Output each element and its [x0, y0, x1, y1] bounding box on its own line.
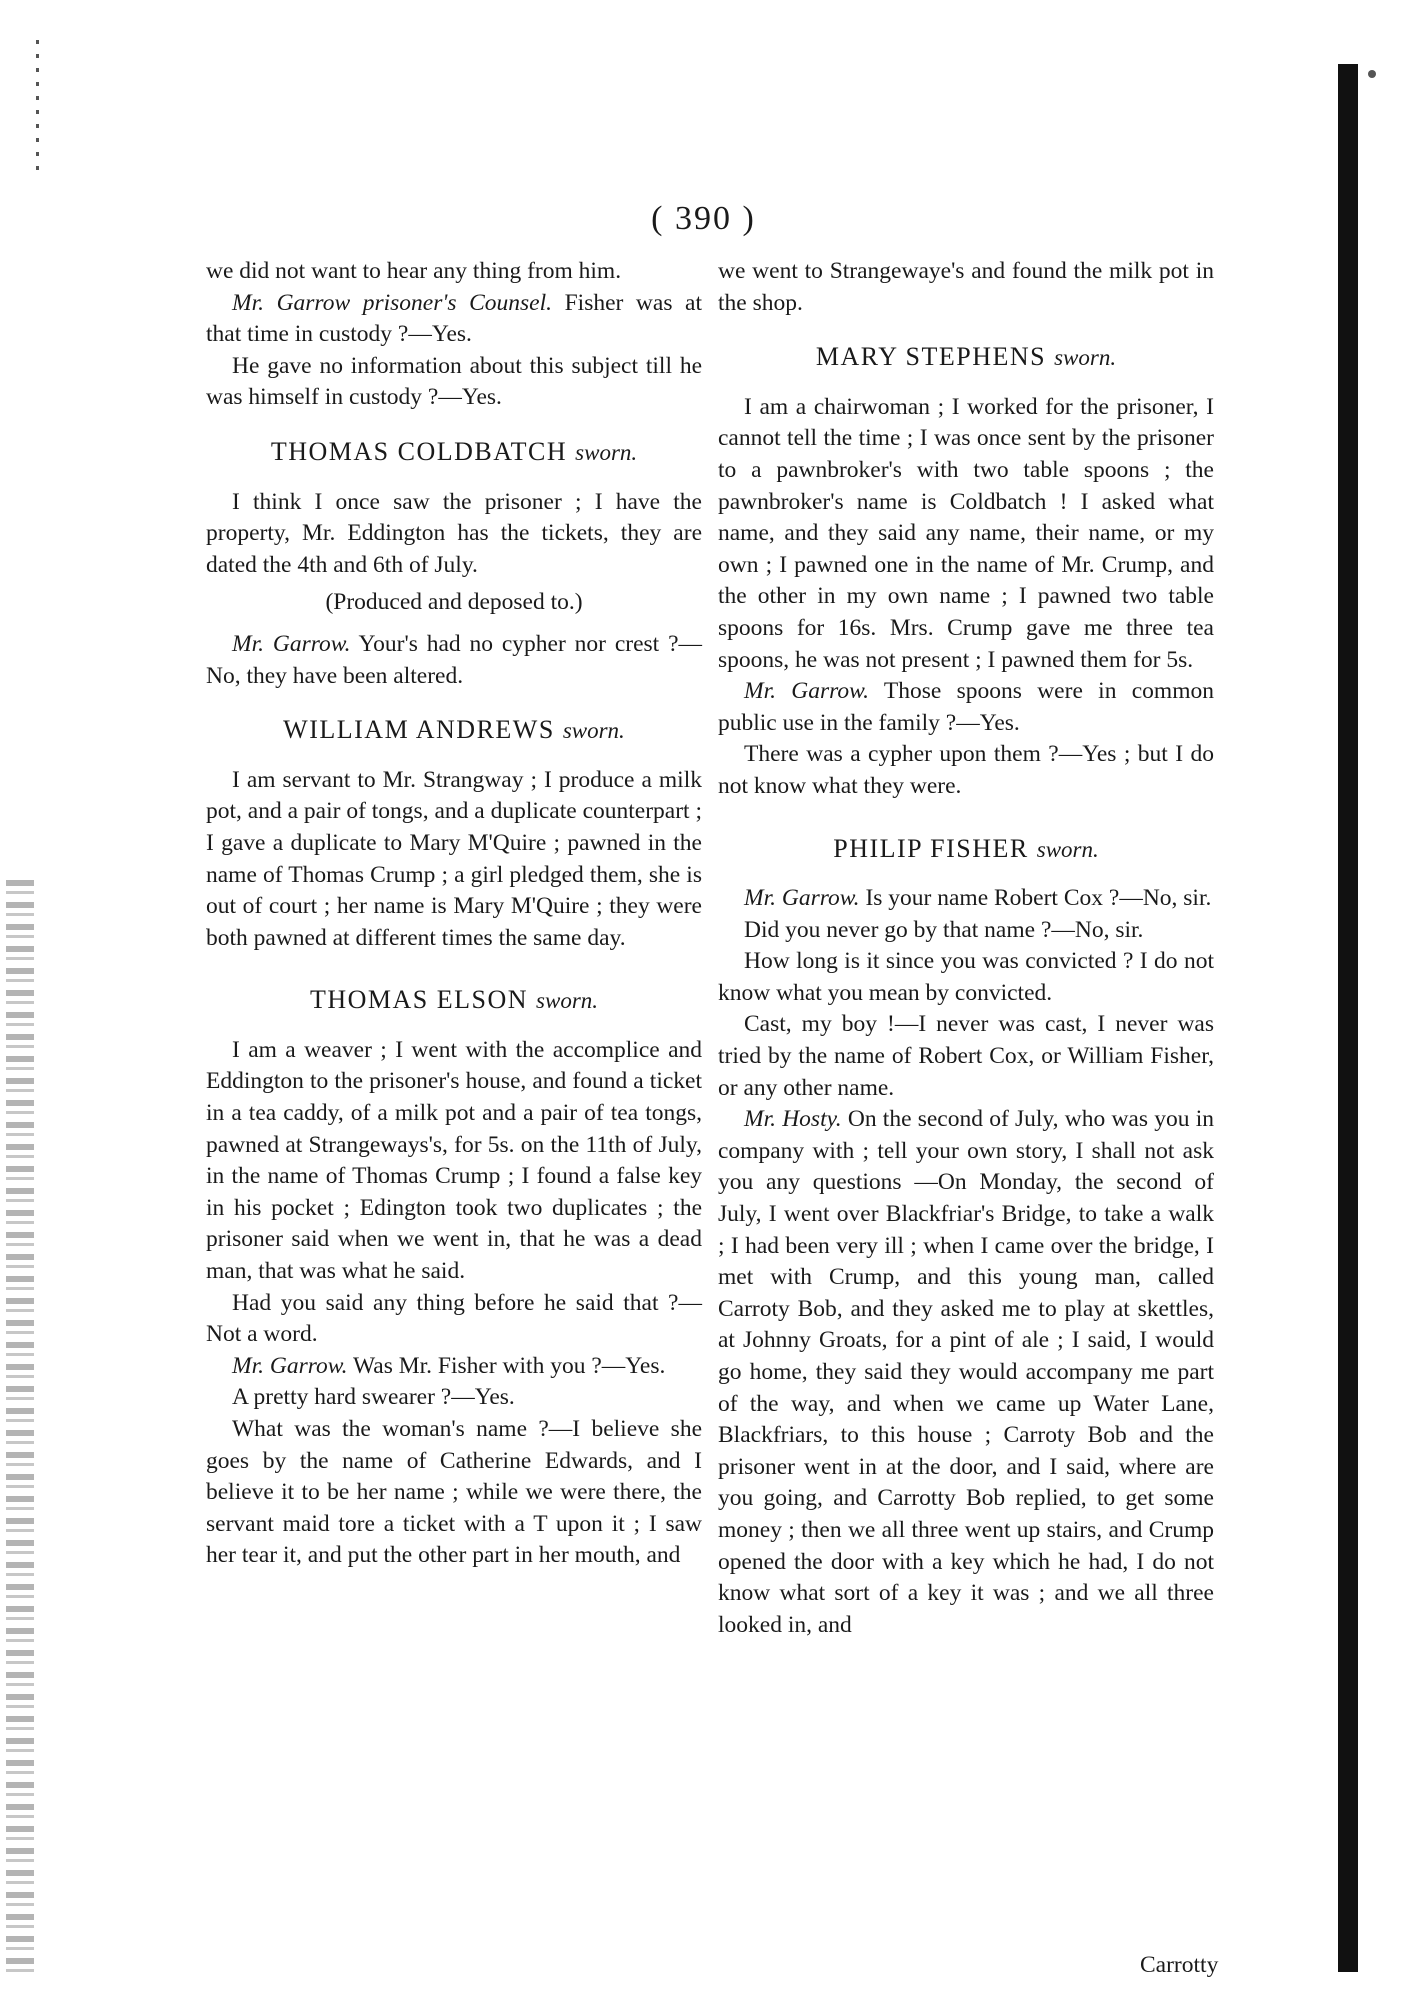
right-column: [718, 256, 1214, 1641]
paragraph: [718, 676, 1214, 739]
witness-heading: [718, 833, 1214, 866]
paragraph: I am servant to Mr. Strangway ; I produce a milk pot, and a pair of tongs, and a duplicate counterpart ; I gave a duplicate to Mary M'Quire ; pawned in the name of Thomas Crump ; a girl pledged them, she is out of court ; her name is Mary M'Quire ; they were both pawned at different times the same day.: [206, 766, 702, 951]
left-column: [206, 256, 702, 1572]
paragraph-text: Was Mr. Fisher with you ?—Yes.: [347, 1352, 666, 1379]
right-binding-bar: [1338, 64, 1358, 1972]
witness-heading: [206, 436, 702, 469]
paragraph: we did not want to hear any thing from him.: [206, 258, 622, 284]
paragraph: we went to Strangewaye's and found the milk pot in the shop.: [718, 258, 1214, 316]
witness-heading: [718, 341, 1214, 374]
witness-name: WILLIAM ANDREWS: [283, 715, 555, 745]
speaker-name: Mr. Garrow prisoner's Counsel.: [232, 289, 553, 316]
paragraph: Cast, my boy !—I never was cast, I never was tried by the name of Robert Cox, or William Fisher, or any other name.: [718, 1011, 1214, 1101]
paragraph-text: Your's had no cypher nor crest ?—No, they have been altered.: [206, 630, 702, 689]
witness-name: THOMAS COLDBATCH: [270, 436, 568, 466]
paragraph: There was a cypher upon them ?—Yes ; but I do not know what they were.: [718, 741, 1214, 799]
paragraph: [206, 288, 702, 351]
sworn-label: sworn.: [1036, 836, 1099, 862]
paragraph: [206, 1351, 702, 1383]
paragraph: [718, 883, 1214, 915]
paragraph: He gave no information about this subject till he was himself in custody ?—Yes.: [206, 352, 702, 411]
witness-heading: [206, 984, 702, 1017]
paragraph: I think I once saw the prisoner ; I have the property, Mr. Eddington has the tickets, they are dated the 4th and 6th of July.: [206, 488, 702, 578]
witness-name: PHILIP FISHER: [833, 833, 1029, 863]
paragraph: What was the woman's name ?—I believe she goes by the name of Catherine Edwards, and I believe it to be her name ; while we were there, the servant maid tore a ticket with a T upon it ; I saw her tear it, and put the other part in her mouth, and: [206, 1416, 702, 1569]
ink-spot: [1368, 70, 1376, 78]
witness-name: MARY STEPHENS: [815, 342, 1047, 372]
paragraph: I am a chairwoman ; I worked for the prisoner, I cannot tell the time ; I was once sent by the prisoner to a pawnbroker's with two table spoons ; the pawnbroker's name is Coldbatch ! I asked what name, and they said any name, their name, or my own ; I pawned one in the name of Mr. Crump, and the other in my own name ; I pawned two table spoons for 16s. Mrs. Crump gave me three tea spoons, he was not present ; I pawned them for 5s.: [718, 393, 1214, 673]
witness-heading: [206, 714, 702, 747]
witness-name: THOMAS ELSON: [309, 985, 529, 1015]
paragraph: I am a weaver ; I went with the accomplice and Eddington to the prisoner's house, and found a ticket in a tea caddy, of a milk pot and a pair of tea tongs, pawned at Strangeways's, for 5s. on the 11th of July, in the name of Thomas Crump ; I found a false key in his pocket ; Edington took two duplicates ; the prisoner said when we went in, that he was a dead man, that was what he said.: [206, 1036, 702, 1285]
left-margin-ticks: [36, 40, 39, 170]
paragraph: [718, 1104, 1214, 1641]
paragraph: How long is it since you was convicted ? I do not know what you mean by convicted.: [718, 948, 1214, 1006]
paragraph-text: Those spoons were in common public use in the family ?—Yes.: [718, 678, 1214, 736]
speaker-name: Mr. Hosty.: [744, 1106, 842, 1133]
paragraph-text: Is your name Robert Cox ?—No, sir.: [859, 885, 1212, 912]
page-number: ( 390 ): [651, 200, 756, 237]
speaker-name: Mr. Garrow.: [744, 885, 860, 912]
paragraph: Did you never go by that name ?—No, sir.: [744, 916, 1144, 943]
sworn-label: sworn.: [536, 988, 599, 1014]
paragraph-text: On the second of July, who was you in company with ; tell your own story, I shall not ask you any questions —On Monday, the second of July, I went over Blackfriar's Bridge, to take a walk ; I had been very ill ; when I came over the bridge, I met with Crump, and this young man, called Carroty Bob, and they asked me to play at skettles, at Johnny Groats, for a pint of ale ; I said, I would go home, they said they would accompany me part of the way, and when we came up Water Lane, Blackfriars, to this house ; Carroty Bob and the prisoner went in at the door, and I said, where are you going, and Carrotty Bob replied, to get some money ; then we all three went up stairs, and Crump opened the door with a key which he had, I do not know what sort of a key it was ; and we all three looked in, and: [718, 1106, 1214, 1638]
stage-note: (Produced and deposed to.): [325, 589, 583, 616]
sworn-label: sworn.: [575, 439, 638, 465]
sworn-label: sworn.: [1054, 345, 1117, 371]
paragraph: Had you said any thing before he said that ?—Not a word.: [206, 1289, 702, 1348]
paragraph: [206, 629, 702, 692]
sworn-label: sworn.: [562, 718, 625, 744]
speaker-name: Mr. Garrow.: [232, 1352, 348, 1379]
paragraph: A pretty hard swearer ?—Yes.: [232, 1384, 515, 1411]
paragraph-text: Fisher was at that time in custody ?—Yes.: [206, 289, 702, 348]
speaker-name: Mr. Garrow.: [744, 678, 869, 705]
left-margin-scan-artifact: [6, 880, 34, 1976]
speaker-name: Mr. Garrow.: [232, 630, 351, 657]
catchword: Carrotty: [1140, 1952, 1219, 1978]
